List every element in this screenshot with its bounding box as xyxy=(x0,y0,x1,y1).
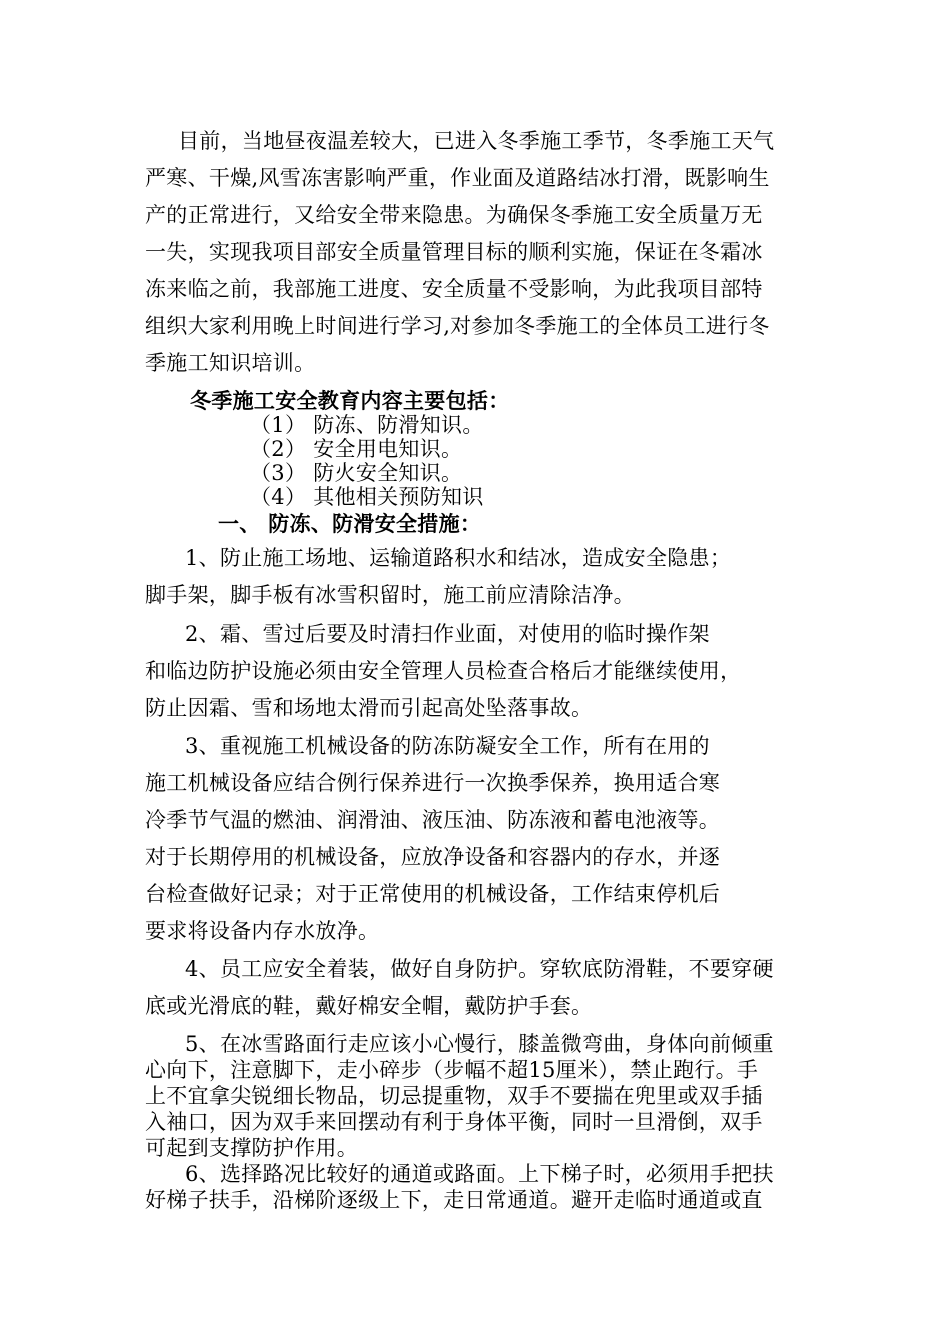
measure-line-17: 入袖口，因为双手来回摆动有利于身体平衡，同时一旦滑倒，双手 xyxy=(145,1110,763,1134)
measure-line-15: 心向下，注意脚下，走小碎步（步幅不超15厘米），禁止跑行。手 xyxy=(145,1058,759,1082)
intro-line-4: 一失，实现我项目部安全质量管理目标的顺利实施，保证在冬霜冰 xyxy=(145,240,763,264)
measure-line-16: 上不宜拿尖锐细长物品，切忌提重物，双手不要揣在兜里或双手插 xyxy=(145,1084,763,1108)
measure-line-19: 6、选择路况比较好的通道或路面。上下梯子时，必须用手把扶 xyxy=(185,1162,774,1186)
measure-line-10: 台检查做好记录；对于正常使用的机械设备，工作结束停机后 xyxy=(145,882,721,906)
content-item-2: （2） 安全用电知识。 xyxy=(250,437,463,461)
measure-line-7: 施工机械设备应结合例行保养进行一次换季保养，换用适合寒 xyxy=(145,771,721,795)
measure-line-18: 可起到支撑防护作用。 xyxy=(145,1136,358,1160)
measure-line-4: 和临边防护设施必须由安全管理人员检查合格后才能继续使用， xyxy=(145,659,742,683)
measure-line-11: 要求将设备内存水放净。 xyxy=(145,919,380,943)
content-item-4: （4） 其他相关预防知识 xyxy=(250,485,484,509)
measure-line-9: 对于长期停用的机械设备，应放净设备和容器内的存水，并逐 xyxy=(145,845,721,869)
measure-line-3: 2、霜、雪过后要及时清扫作业面，对使用的临时操作架 xyxy=(185,622,710,646)
measure-line-13: 底或光滑底的鞋，戴好棉安全帽，戴防护手套。 xyxy=(145,994,593,1018)
measure-line-14: 5、在冰雪路面行走应该小心慢行，膝盖微弯曲，身体向前倾重 xyxy=(185,1032,774,1056)
measure-line-20: 好梯子扶手，沿梯阶逐级上下，走日常通道。避开走临时通道或直 xyxy=(145,1188,763,1212)
measure-line-12: 4、员工应安全着装，做好自身防护。穿软底防滑鞋，不要穿硬 xyxy=(185,957,774,981)
intro-line-2: 严寒、干燥,风雪冻害影响严重，作业面及道路结冰打滑，既影响生 xyxy=(145,166,770,190)
measure-line-1: 1、防止施工场地、运输道路积水和结冰，造成安全隐患； xyxy=(185,546,732,570)
intro-line-5: 冻来临之前，我部施工进度、安全质量不受影响，为此我项目部特 xyxy=(145,277,763,301)
intro-line-6: 组织大家利用晚上时间进行学习,对参加冬季施工的全体员工进行冬 xyxy=(145,314,770,338)
intro-line-1: 目前，当地昼夜温差较大，已进入冬季施工季节，冬季施工天气 xyxy=(178,129,775,153)
measure-line-6: 3、重视施工机械设备的防冻防凝安全工作，所有在用的 xyxy=(185,734,710,758)
content-item-3: （3） 防火安全知识。 xyxy=(250,461,463,485)
content-item-1: （1） 防冻、防滑知识。 xyxy=(250,413,484,437)
intro-line-3: 产的正常进行，又给安全带来隐患。为确保冬季施工安全质量万无 xyxy=(145,203,763,227)
section-heading: 一、 防冻、防滑安全措施： xyxy=(218,511,482,536)
intro-line-7: 季施工知识培训。 xyxy=(145,351,316,375)
measure-line-8: 冷季节气温的燃油、润滑油、液压油、防冻液和蓄电池液等。 xyxy=(145,808,721,832)
measure-line-2: 脚手架，脚手板有冰雪积留时，施工前应清除洁净。 xyxy=(145,583,635,607)
content-heading: 冬季施工安全教育内容主要包括： xyxy=(190,388,510,413)
measure-line-5: 防止因霜、雪和场地太滑而引起高处坠落事故。 xyxy=(145,696,593,720)
